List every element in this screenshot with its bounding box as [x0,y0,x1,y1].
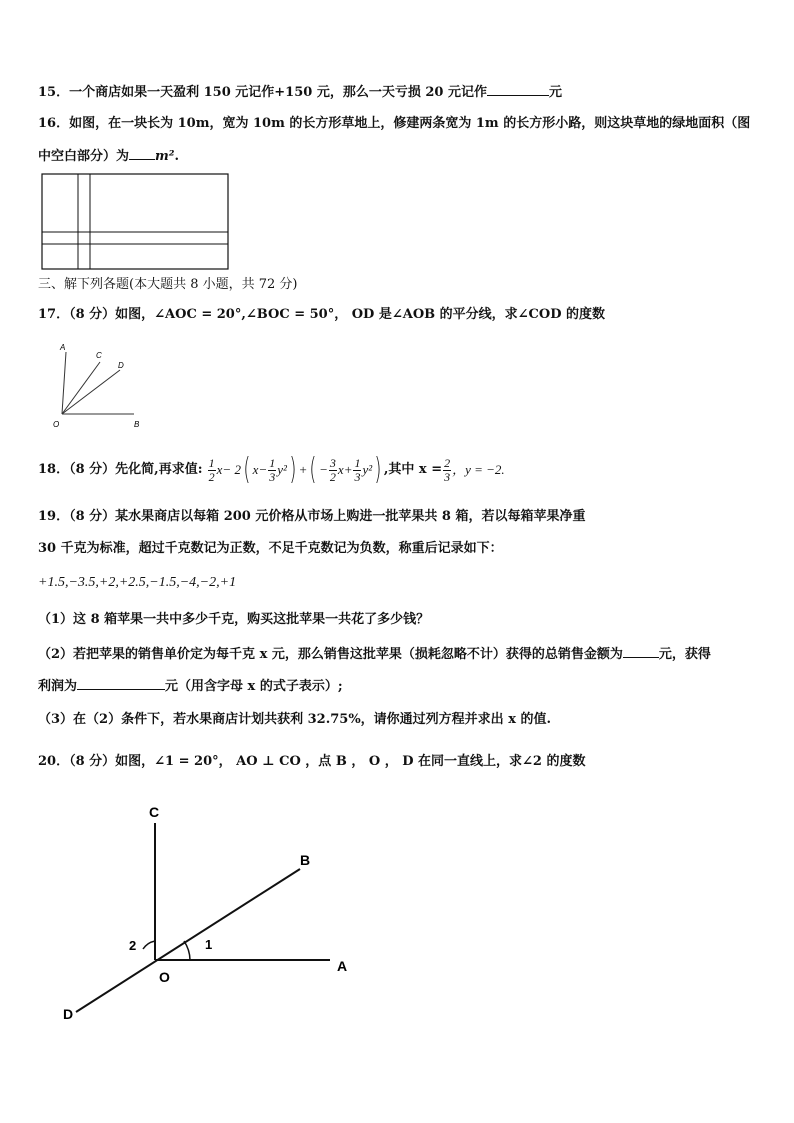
frac-two-thirds: $\frac{2}{3}$ [444,455,451,484]
var-x: x [337,462,344,477]
frac-one-third: $\frac{1}{3}$ [269,455,276,484]
label-O: O [159,969,170,985]
label-angle-1: 1 [205,937,213,952]
q15-text: 15．一个商店如果一天盈利 150 元记作+150 元，那么一天亏损 20 元记作 [38,85,487,100]
q16-field-figure [40,172,230,272]
q19-profit-blank[interactable] [77,676,165,690]
var-x: x [252,462,259,477]
q16-blank[interactable] [129,146,155,160]
angle-2-arc [143,941,155,949]
op-minus: − [258,462,268,477]
q19-part2-text: （2）若把苹果的销售单价定为每千克 x 元，那么销售这批苹果（损耗忽略不计）获得的总销售金额为 [38,647,623,662]
paren-open: ( [309,452,317,487]
label-B: B [300,852,311,868]
frac-one-half: $\frac{1}{2}$ [208,455,215,484]
q19-part3: （3）在（2）条件下，若水果商店计划共获利 32.75%，请你通过列方程并求出 x 的值. [38,712,552,727]
question-15 [38,82,562,102]
field-outline [42,174,228,269]
q18-y-value: ，y = −2. [452,462,505,477]
q15-blank[interactable] [487,82,549,96]
var-x: x [216,462,223,477]
op-plus: + [343,462,353,477]
var-y-squared: y² [277,462,287,477]
frac-three-halves: $\frac{3}{2}$ [329,455,336,484]
label-B: B [134,420,140,429]
frac-one-third-b: $\frac{1}{3}$ [354,455,361,484]
q19-part2-line1 [38,644,711,664]
section-3-title: 三、解下列各题(本大题共 8 小题，共 72 分) [38,277,298,292]
label-D: D [118,361,124,370]
paren-close: ) [374,452,382,487]
question-20: 20．（8 分）如图，∠1 = 20°， AO ⊥ CO ，点 B ， O ， D 在同一直线上，求∠2 的度数 [38,754,586,769]
question-19-line2: 30 千克为标准，超过千克数记为正数，不足千克数记为负数，称重后记录如下： [38,541,503,556]
label-D: D [63,1006,74,1022]
question-16-line2 [38,146,179,166]
q19-part2-text-b: 元，获得 [658,647,711,662]
question-16-line1: 16．如图，在一块长为 10m，宽为 10m 的长方形草地上，修建两条宽为 1m 的长方形小路，则这块草地的绿地面积（图 [38,116,751,131]
q18-where: ,其中 x = [383,462,443,477]
q15-unit: 元 [548,85,562,100]
ray-OC [62,362,100,414]
label-O: O [53,420,60,429]
question-17: 17．（8 分）如图，∠AOC = 20°,∠BOC = 50°， OD 是∠AOB 的平分线，求∠COD 的度数 [38,307,606,322]
line-BD [76,869,300,1012]
ray-OA [62,352,66,414]
q19-part2-line2 [38,676,343,696]
q16-period: . [174,149,179,164]
question-19-line1: 19．（8 分）某水果商店以每箱 200 元价格从市场上购进一批苹果共 8 箱，若以每箱苹果净重 [38,509,586,524]
paren-open: ( [243,452,251,487]
op-negative: − [319,462,328,477]
label-C: C [149,804,160,820]
q18-prefix: 18．（8 分）先化简,再求值: [38,462,203,477]
q19-records: +1.5,−3.5,+2,+2.5,−1.5,−4,−2,+1 [38,575,237,590]
ray-OD [62,370,120,414]
q16-text: 中空白部分）为 [38,149,130,164]
q20-angle-figure [56,795,366,1025]
op-plus: + [298,462,308,477]
q19-sales-blank[interactable] [623,644,659,658]
q17-angle-figure [44,338,154,432]
q19-part1: （1）这 8 箱苹果一共中多少千克，购买这批苹果一共花了多少钱？ [38,612,430,627]
label-A: A [60,343,66,352]
label-A: A [337,958,348,974]
label-angle-2: 2 [129,938,137,953]
paren-close: ) [289,452,297,487]
q16-unit: m² [155,149,175,164]
q19-profit-label: 利润为 [38,679,78,694]
label-C: C [96,351,102,360]
var-y-squared: y² [362,462,373,477]
q19-part2-text-d: 元（用含字母 x 的式子表示）; [165,679,343,694]
question-18 [38,450,505,490]
angle-1-arc [184,941,190,960]
op-minus-2: − 2 [222,462,241,477]
